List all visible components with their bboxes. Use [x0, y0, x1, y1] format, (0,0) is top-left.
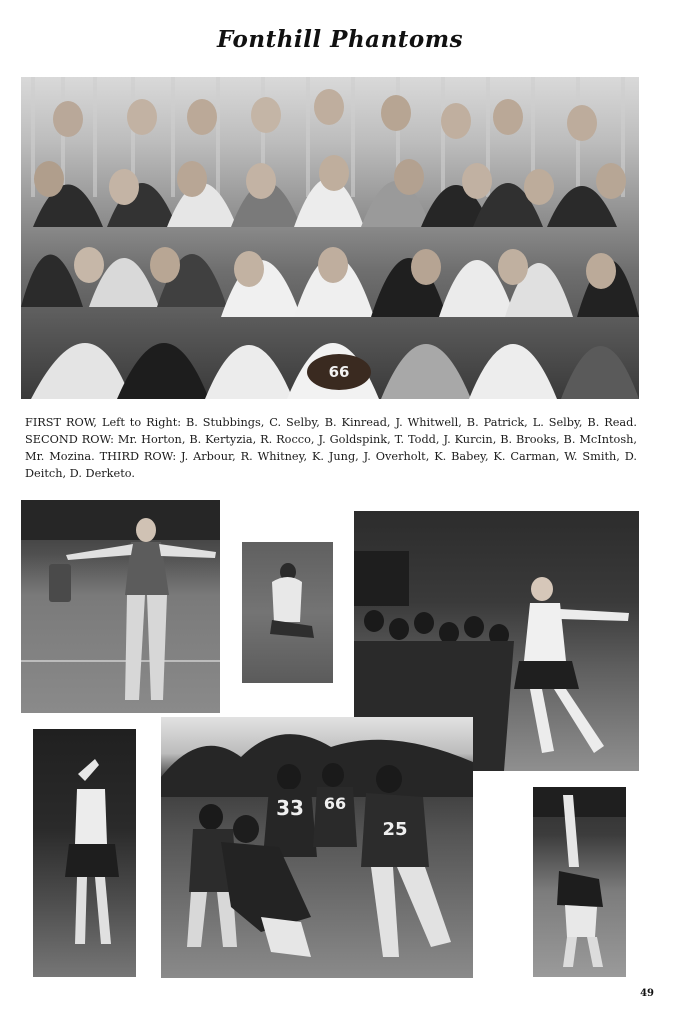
photo-cheerleader-left	[33, 729, 136, 977]
jersey-number-25: 25	[382, 819, 408, 840]
photo-man-with-bucket	[21, 500, 220, 713]
jersey-number-33: 33	[276, 796, 304, 820]
football-number: 66	[328, 363, 350, 381]
football-prop	[21, 77, 639, 399]
roster-caption	[25, 414, 637, 482]
photo-seated-spectator	[242, 542, 333, 683]
page-number: 49	[640, 988, 654, 999]
first-row-names: FIRST ROW, Left to Right: B. Stubbings, C. Selby, B. Kinread, J. Whitwell, B. Patrick, L. Selby, B. Read.	[25, 416, 637, 429]
page-title: Fonthill Phantoms	[216, 26, 464, 53]
photo-cheerleader-handstand	[533, 787, 626, 977]
photo-football-game	[161, 717, 473, 978]
jersey-number-66: 66	[323, 794, 347, 813]
team-group-photo	[21, 77, 639, 399]
third-row-names: THIRD ROW: J. Arbour, R. Whitney, K. Jung, J. Overholt, K. Babey, K. Carman, W. Smith, D. Deitch, D. Derketo.	[25, 450, 637, 480]
second-row-names: SECOND ROW: Mr. Horton, B. Kertyzia, R. Rocco, J. Goldspink, T. Todd, J. Kurcin, B. Brooks, B. McIntosh, Mr. Mozina.	[25, 433, 637, 463]
